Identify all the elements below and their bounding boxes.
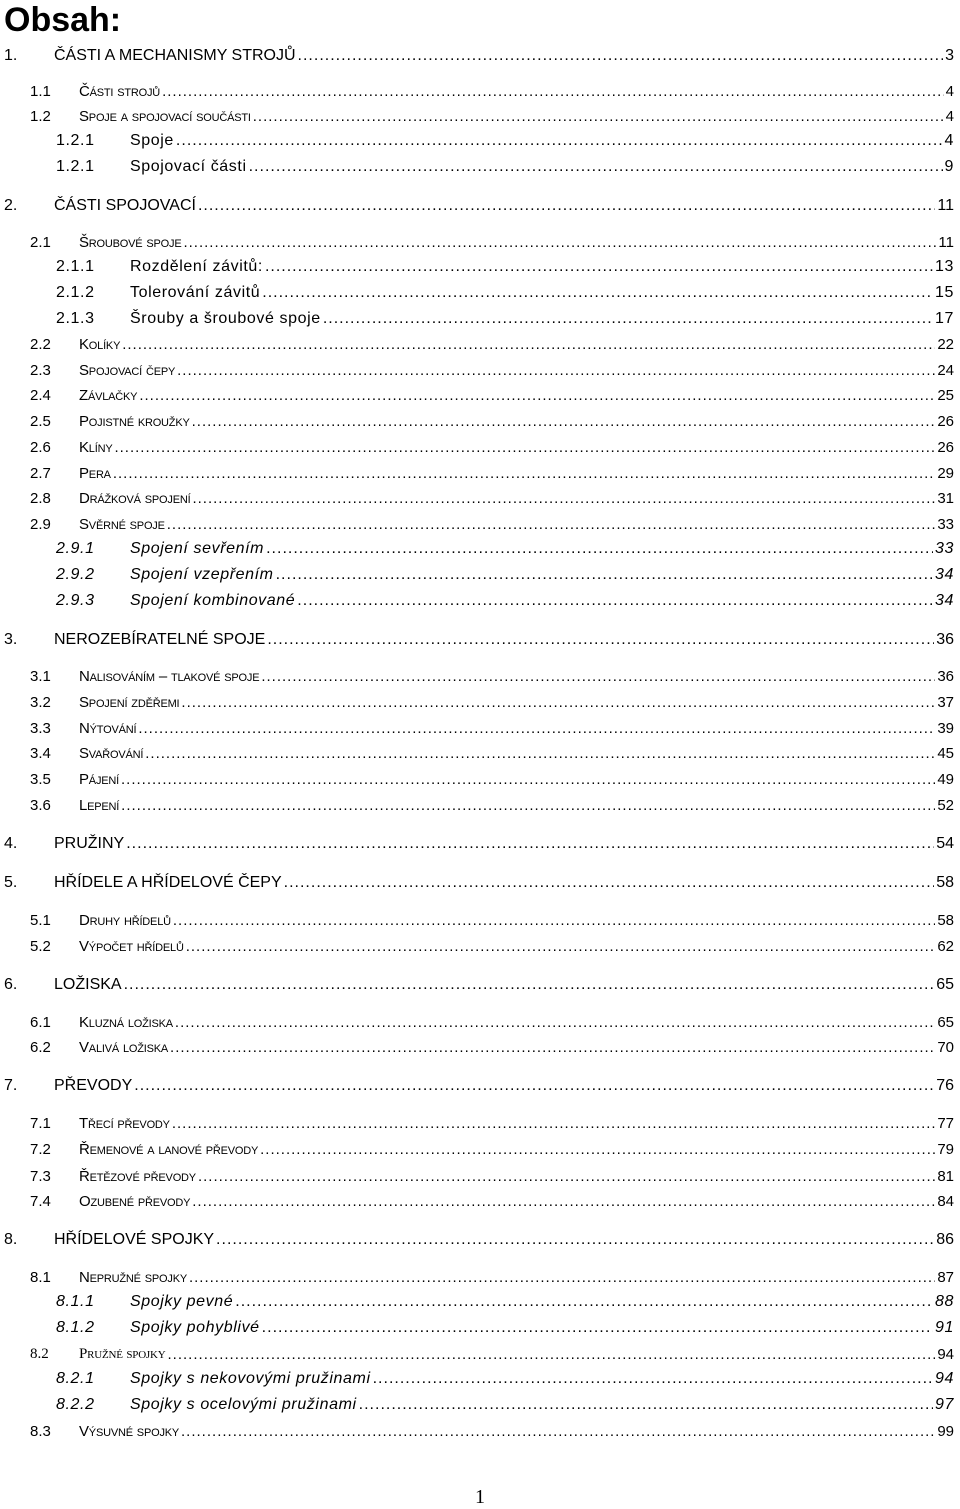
toc-entry-page: 33 bbox=[937, 516, 954, 533]
toc-entry[interactable] bbox=[0, 409, 960, 433]
toc-entry-page: 62 bbox=[937, 938, 954, 955]
toc-entry-number: 8.1.1 bbox=[56, 1293, 95, 1310]
toc-dot-leader bbox=[284, 874, 935, 892]
toc-entry-title: Kluzná ložiska bbox=[79, 1014, 173, 1031]
toc-entry-number: 2.3 bbox=[30, 362, 51, 379]
toc-entry-title: Nalisováním – tlakové spoje bbox=[79, 668, 260, 685]
toc-dot-leader bbox=[249, 158, 943, 176]
toc-entry-page: 24 bbox=[937, 362, 954, 379]
toc-entry-page: 49 bbox=[937, 771, 954, 788]
toc-entry[interactable] bbox=[0, 230, 960, 254]
toc-entry[interactable] bbox=[0, 973, 960, 997]
toc-entry-page: 94 bbox=[937, 1346, 954, 1363]
toc-entry[interactable] bbox=[0, 461, 960, 485]
toc-entry-title: Druhy hřídelů bbox=[79, 912, 171, 929]
toc-entry[interactable] bbox=[0, 1010, 960, 1034]
toc-entry-number: 8.2 bbox=[30, 1346, 49, 1362]
toc-entry-number: 4. bbox=[4, 835, 18, 852]
toc-entry-title: Části strojů bbox=[79, 83, 161, 100]
toc-entry-number: 2.9.3 bbox=[56, 592, 95, 609]
toc-entry-title: Klíny bbox=[79, 439, 113, 456]
toc-entry-page: 22 bbox=[937, 336, 954, 353]
toc-entry[interactable] bbox=[0, 194, 960, 218]
toc-entry-page: 26 bbox=[937, 413, 954, 430]
toc-entry-page: 36 bbox=[936, 631, 954, 648]
toc-dot-leader bbox=[114, 439, 935, 456]
toc-entry-title: Pera bbox=[79, 465, 111, 482]
toc-entry-number: 3.6 bbox=[30, 797, 51, 814]
toc-dot-leader bbox=[121, 771, 935, 788]
toc-entry-title: Spojení kombinované bbox=[130, 592, 296, 609]
toc-entry-number: 8.1 bbox=[30, 1269, 51, 1286]
toc-entry-number: 8.1.2 bbox=[56, 1319, 95, 1336]
toc-entry-page: 52 bbox=[937, 797, 954, 814]
toc-entry-number: 8.2.2 bbox=[56, 1396, 95, 1413]
toc-entry[interactable] bbox=[0, 281, 960, 305]
toc-entry-page: 33 bbox=[935, 540, 954, 557]
toc-entry-title: Pružné spojky bbox=[79, 1346, 166, 1362]
toc-entry-number: 2.1.3 bbox=[56, 310, 95, 327]
toc-entry-page: 97 bbox=[935, 1396, 954, 1413]
toc-entry[interactable] bbox=[0, 1316, 960, 1340]
toc-entry-page: 45 bbox=[937, 745, 954, 762]
toc-entry[interactable] bbox=[0, 628, 960, 652]
toc-entry[interactable] bbox=[0, 1342, 960, 1366]
toc-dot-leader bbox=[192, 1193, 935, 1210]
toc-entry-number: 2. bbox=[4, 197, 18, 214]
toc-entry-page: 54 bbox=[936, 835, 954, 852]
toc-entry[interactable] bbox=[0, 1393, 960, 1417]
toc-entry-title: Svařování bbox=[79, 745, 144, 762]
toc-entry-page: 70 bbox=[937, 1039, 954, 1056]
toc-entry-page: 79 bbox=[937, 1141, 954, 1158]
toc-entry[interactable] bbox=[0, 155, 960, 179]
toc-dot-leader bbox=[173, 912, 935, 929]
toc-entry[interactable] bbox=[0, 129, 960, 153]
toc-entry[interactable] bbox=[0, 307, 960, 331]
toc-dot-leader bbox=[138, 720, 935, 737]
toc-entry-title: Ozubené převody bbox=[79, 1193, 191, 1210]
toc-entry[interactable] bbox=[0, 1164, 960, 1188]
toc-entry-title: Lepení bbox=[79, 797, 120, 814]
toc-entry-page: 88 bbox=[935, 1293, 954, 1310]
toc-entry-title: Šroubové spoje bbox=[79, 234, 182, 251]
toc-entry-page: 9 bbox=[944, 158, 954, 175]
toc-dot-leader bbox=[265, 258, 933, 276]
toc-entry-number: 2.1.1 bbox=[56, 258, 95, 275]
toc-entry[interactable] bbox=[0, 1074, 960, 1098]
toc-entry[interactable] bbox=[0, 767, 960, 791]
toc-dot-leader bbox=[126, 835, 934, 853]
toc-entry-title: Kolíky bbox=[79, 336, 121, 353]
toc-entry-page: 87 bbox=[937, 1269, 954, 1286]
toc-dot-leader bbox=[266, 540, 933, 558]
toc-entry-page: 86 bbox=[936, 1231, 954, 1248]
toc-entry-title: Řemenové a lanové převody bbox=[79, 1141, 259, 1158]
toc-dot-leader bbox=[261, 668, 935, 685]
toc-entry[interactable] bbox=[0, 435, 960, 459]
toc-entry-number: 6.1 bbox=[30, 1014, 51, 1031]
toc-entry-title: LOŽISKA bbox=[54, 976, 122, 993]
page-title: Obsah: bbox=[4, 1, 122, 39]
toc-entry-number: 2.8 bbox=[30, 490, 51, 507]
toc-dot-leader bbox=[189, 1269, 935, 1286]
toc-entry-title: Drážková spojení bbox=[79, 490, 191, 507]
toc-dot-leader bbox=[276, 566, 933, 584]
toc-entry[interactable] bbox=[0, 1290, 960, 1314]
toc-entry-number: 8. bbox=[4, 1231, 18, 1248]
toc-entry-page: 31 bbox=[937, 490, 954, 507]
toc-entry[interactable] bbox=[0, 1367, 960, 1391]
toc-dot-leader bbox=[186, 938, 936, 955]
toc-dot-leader bbox=[373, 1370, 933, 1388]
toc-dot-leader bbox=[145, 745, 935, 762]
toc-dot-leader bbox=[262, 284, 933, 302]
toc-entry-page: 4 bbox=[945, 83, 954, 100]
toc-dot-leader bbox=[181, 694, 935, 711]
toc-entry[interactable] bbox=[0, 908, 960, 932]
toc-entry-page: 81 bbox=[937, 1168, 954, 1185]
toc-dot-leader bbox=[167, 516, 936, 533]
toc-entry[interactable] bbox=[0, 690, 960, 714]
toc-entry-number: 3.4 bbox=[30, 745, 51, 762]
toc-entry-title: Řetězové převody bbox=[79, 1168, 196, 1185]
toc-entry-title: Tolerování závitů bbox=[130, 284, 261, 301]
toc-entry-title: Šrouby a šroubové spoje bbox=[130, 310, 321, 327]
toc-entry-page: 4 bbox=[945, 108, 954, 125]
toc-dot-leader bbox=[181, 1423, 935, 1440]
toc-entry-number: 1.2.1 bbox=[56, 158, 95, 175]
toc-entry-number: 2.9.1 bbox=[56, 540, 95, 557]
toc-entry-number: 7.2 bbox=[30, 1141, 51, 1158]
toc-entry-page: 58 bbox=[937, 912, 954, 929]
toc-entry-number: 5.1 bbox=[30, 912, 51, 929]
toc-dot-leader bbox=[192, 490, 935, 507]
toc-dot-leader bbox=[298, 47, 944, 65]
toc-entry-page: 34 bbox=[935, 566, 954, 583]
toc-dot-leader bbox=[260, 1141, 935, 1158]
toc-entry-title: Pájení bbox=[79, 771, 119, 788]
toc-entry[interactable] bbox=[0, 1265, 960, 1289]
toc-entry-page: 15 bbox=[935, 284, 954, 301]
toc-dot-leader bbox=[168, 1346, 936, 1363]
toc-dot-leader bbox=[198, 1168, 935, 1185]
toc-entry-title: Nýtování bbox=[79, 720, 137, 737]
toc-entry-page: 91 bbox=[935, 1319, 954, 1336]
toc-entry-page: 36 bbox=[937, 668, 954, 685]
toc-entry[interactable] bbox=[0, 934, 960, 958]
toc-entry-number: 3. bbox=[4, 631, 18, 648]
toc-entry-number: 7.4 bbox=[30, 1193, 51, 1210]
toc-entry-number: 8.2.1 bbox=[56, 1370, 95, 1387]
toc-dot-leader bbox=[122, 336, 935, 353]
toc-entry-number: 6. bbox=[4, 976, 18, 993]
toc-entry-title: Rozdělení závitů: bbox=[130, 258, 263, 275]
toc-entry-number: 2.4 bbox=[30, 387, 51, 404]
toc-entry[interactable] bbox=[0, 358, 960, 382]
toc-entry[interactable] bbox=[0, 486, 960, 510]
toc-entry[interactable] bbox=[0, 1137, 960, 1161]
toc-entry-number: 3.3 bbox=[30, 720, 51, 737]
toc-entry-page: 65 bbox=[936, 976, 954, 993]
toc-dot-leader bbox=[183, 234, 936, 251]
toc-entry-page: 76 bbox=[936, 1077, 954, 1094]
toc-entry[interactable] bbox=[0, 332, 960, 356]
toc-entry-number: 2.9.2 bbox=[56, 566, 95, 583]
toc-entry-title: Spojovací čepy bbox=[79, 362, 176, 379]
toc-entry[interactable] bbox=[0, 383, 960, 407]
toc-entry-page: 11 bbox=[938, 234, 954, 251]
toc-entry[interactable] bbox=[0, 1228, 960, 1252]
toc-entry-number: 2.1.2 bbox=[56, 284, 95, 301]
toc-entry-title: PRUŽINY bbox=[54, 835, 125, 852]
toc-entry-number: 1. bbox=[4, 47, 18, 64]
toc-entry-title: Spoje a spojovací součásti bbox=[79, 108, 251, 125]
toc-dot-leader bbox=[139, 387, 935, 404]
toc-entry-page: 37 bbox=[937, 694, 954, 711]
toc-entry-page: 4 bbox=[944, 132, 954, 149]
toc-dot-leader bbox=[113, 465, 935, 482]
toc-entry[interactable] bbox=[0, 664, 960, 688]
toc-entry-title: Svěrné spoje bbox=[79, 516, 165, 533]
toc-entry[interactable] bbox=[0, 104, 960, 128]
toc-entry[interactable] bbox=[0, 1111, 960, 1135]
toc-entry-number: 2.2 bbox=[30, 336, 51, 353]
toc-entry-number: 2.6 bbox=[30, 439, 51, 456]
toc-entry-page: 29 bbox=[937, 465, 954, 482]
toc-dot-leader bbox=[359, 1396, 933, 1414]
toc-entry-page: 34 bbox=[935, 592, 954, 609]
toc-entry-number: 2.7 bbox=[30, 465, 51, 482]
toc-dot-leader bbox=[177, 362, 935, 379]
toc-dot-leader bbox=[216, 1231, 934, 1249]
toc-entry[interactable] bbox=[0, 832, 960, 856]
toc-entry[interactable] bbox=[0, 537, 960, 561]
toc-entry[interactable] bbox=[0, 44, 960, 68]
toc-entry-page: 77 bbox=[937, 1115, 954, 1132]
toc-entry-page: 3 bbox=[945, 47, 954, 64]
toc-entry-number: 1.2 bbox=[30, 108, 51, 125]
toc-entry-title: Spojovací části bbox=[130, 158, 247, 175]
toc-entry-title: Třecí převody bbox=[79, 1115, 170, 1132]
toc-dot-leader bbox=[253, 108, 944, 125]
toc-entry-page: 13 bbox=[935, 258, 954, 275]
toc-entry-number: 5.2 bbox=[30, 938, 51, 955]
toc-entry-title: Závlačky bbox=[79, 387, 138, 404]
toc-entry-title: NEROZEBÍRATELNÉ SPOJE bbox=[54, 631, 266, 648]
toc-entry-page: 26 bbox=[937, 439, 954, 456]
toc-entry-title: Spojky s nekovovými pružinami bbox=[130, 1370, 371, 1387]
toc-entry[interactable] bbox=[0, 255, 960, 279]
toc-entry-number: 2.5 bbox=[30, 413, 51, 430]
toc-dot-leader bbox=[235, 1293, 933, 1311]
toc-entry-number: 3.1 bbox=[30, 668, 51, 685]
toc-dot-leader bbox=[297, 592, 933, 610]
toc-entry[interactable] bbox=[0, 716, 960, 740]
toc-dot-leader bbox=[175, 1014, 935, 1031]
toc-dot-leader bbox=[134, 1077, 934, 1095]
toc-entry-title: PŘEVODY bbox=[54, 1077, 133, 1094]
toc-entry-title: Valivá ložiska bbox=[79, 1039, 169, 1056]
toc-entry-number: 8.3 bbox=[30, 1423, 51, 1440]
toc-entry-page: 99 bbox=[937, 1423, 954, 1440]
toc-entry-number: 3.5 bbox=[30, 771, 51, 788]
toc-entry[interactable] bbox=[0, 871, 960, 895]
toc-entry-page: 39 bbox=[937, 720, 954, 737]
toc-entry-title: HŘÍDELE A HŘÍDELOVÉ ČEPY bbox=[54, 874, 282, 891]
toc-entry[interactable] bbox=[0, 79, 960, 103]
toc-entry-number: 7.3 bbox=[30, 1168, 51, 1185]
toc-entry-title: Výsuvné spojky bbox=[79, 1423, 180, 1440]
toc-dot-leader bbox=[124, 976, 935, 994]
toc-dot-leader bbox=[172, 1115, 936, 1132]
toc-entry-number: 1.2.1 bbox=[56, 132, 95, 149]
toc-entry-page: 58 bbox=[936, 874, 954, 891]
toc-entry-number: 2.1 bbox=[30, 234, 51, 251]
toc-entry[interactable] bbox=[0, 741, 960, 765]
toc-dot-leader bbox=[323, 310, 933, 328]
toc-entry-title: Spojky pevné bbox=[130, 1293, 234, 1310]
toc-dot-leader bbox=[121, 797, 935, 814]
toc-entry-title: Nepružné spojky bbox=[79, 1269, 187, 1286]
toc-entry-page: 25 bbox=[937, 387, 954, 404]
toc-entry-title: ČÁSTI SPOJOVACÍ bbox=[54, 197, 196, 214]
toc-entry[interactable] bbox=[0, 512, 960, 536]
toc-entry-page: 11 bbox=[937, 197, 954, 214]
toc-entry-number: 7. bbox=[4, 1077, 18, 1094]
toc-dot-leader bbox=[170, 1039, 935, 1056]
toc-entry-title: HŘÍDELOVÉ SPOJKY bbox=[54, 1231, 215, 1248]
toc-entry-page: 17 bbox=[935, 310, 954, 327]
toc-entry[interactable] bbox=[0, 563, 960, 587]
toc-entry-title: Spoje bbox=[130, 132, 174, 149]
toc-dot-leader bbox=[192, 413, 936, 430]
toc-entry-title: Spojení sevřením bbox=[130, 540, 265, 557]
toc-entry-number: 6.2 bbox=[30, 1039, 51, 1056]
toc-dot-leader bbox=[267, 631, 934, 649]
toc-entry-number: 2.9 bbox=[30, 516, 51, 533]
toc-entry-title: Pojistné kroužky bbox=[79, 413, 190, 430]
toc-dot-leader bbox=[262, 1319, 933, 1337]
toc-entry-number: 1.1 bbox=[30, 83, 51, 100]
toc-entry[interactable] bbox=[0, 1419, 960, 1443]
toc-entry-title: Výpočet hřídelů bbox=[79, 938, 184, 955]
toc-dot-leader bbox=[198, 197, 935, 215]
toc-entry-number: 7.1 bbox=[30, 1115, 51, 1132]
toc-entry-page: 94 bbox=[935, 1370, 954, 1387]
toc-entry-page: 65 bbox=[937, 1014, 954, 1031]
toc-entry-number: 3.2 bbox=[30, 694, 51, 711]
toc-entry-title: Spojky pohyblivé bbox=[130, 1319, 260, 1336]
toc-dot-leader bbox=[176, 132, 943, 150]
toc-entry[interactable] bbox=[0, 589, 960, 613]
toc-entry-title: Spojení vzepřením bbox=[130, 566, 274, 583]
toc-entry[interactable] bbox=[0, 1189, 960, 1213]
toc-dot-leader bbox=[162, 83, 944, 100]
toc-entry-title: Spojení zděřemi bbox=[79, 694, 180, 711]
toc-entry[interactable] bbox=[0, 793, 960, 817]
toc-entry-title: ČÁSTI A MECHANISMY STROJŮ bbox=[54, 47, 296, 64]
toc-entry-page: 84 bbox=[937, 1193, 954, 1210]
toc-entry[interactable] bbox=[0, 1035, 960, 1059]
toc-entry-number: 5. bbox=[4, 874, 18, 891]
page-number: 1 bbox=[475, 1486, 485, 1508]
toc-entry-title: Spojky s ocelovými pružinami bbox=[130, 1396, 357, 1413]
